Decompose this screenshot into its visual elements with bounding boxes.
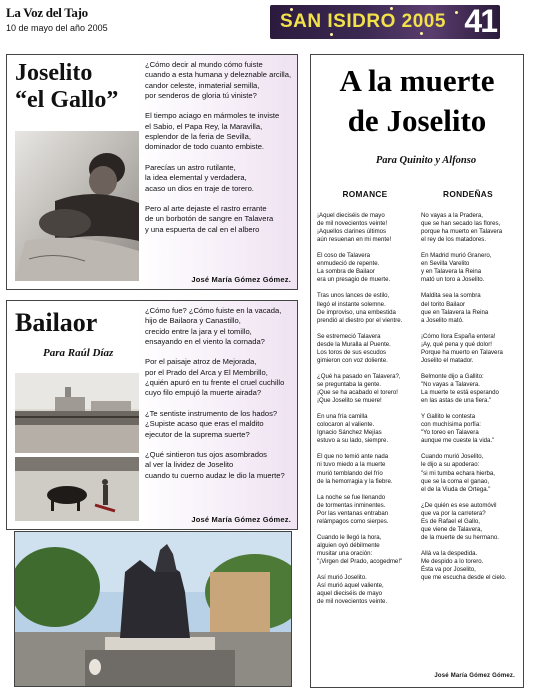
page-header [0, 0, 533, 42]
photo-joselito-portrait [15, 131, 139, 281]
sonnet-title-line: “el Gallo” [15, 87, 119, 113]
firework-spark [455, 11, 458, 14]
poem-title [311, 61, 523, 141]
sonnet-dedication: Para Raúl Díaz [43, 347, 114, 359]
sonnet-title: Bailaor [15, 308, 98, 337]
photo-monument [14, 531, 292, 687]
verse-column-romance: ¡Aquel dieciséis de mayo de mil novecientos veinte! ¡Aquellos clarines últimos aún resuenan en mi mente! El coso de Talavera enmudeció de repente. La sombra de Bailaor era un presagio de muerte. Tras unos lances de estilo, llegó el instante solemne. De improviso, una embestida prendió al diestro por el vientre. Se estremeció Talavera desde la Muralla al Puente. Los toros de sus escudos gimieron con voz doliente. ¿Qué ha pasado en Talavera?, se preguntaba la gente. ¡Que se ha acabado el torero! ¡Que Joselito se muere! En una fría camilla colocaron al valiente. Ignacio Sánchez Mejías estuvo a su lado, siempre. El que no temió ante nada ni tuvo miedo a la muerte murió temblando del frío de la hemorragia y la fiebre. La noche se fue llenando de tormentas inminentes. Por las ventanas entraban relámpagos como sierpes. Cuando le llegó la hora, alguien oyó débilmente musitar una oración: "¡Virgen del Prado, acogedme!" Así murió Joselito. Así murió aquel valiente, aquel dieciséis de mayo de mil novecientos veinte. [317, 212, 403, 606]
photo-bullfight [15, 457, 139, 521]
publication-name: La Voz del Tajo [6, 5, 88, 20]
author-signature: José María Gómez Gómez. [191, 515, 291, 524]
sonnet-title-line: Joselito [15, 60, 93, 86]
page-number: 41 [464, 5, 496, 39]
column-heading-romance: ROMANCE [342, 189, 388, 199]
sonnet-text: ¿Cómo decir al mundo cómo fuiste cuando a esta humana y deleznable arcilla, candor celeste, inmaterial semilla, por senderos de gloria tú viniste? El tiempo aciago en mármoles te inviste el Sabio, el Papa Rey, la Maravilla, esplendor de la feria de Sevilla, dominador de todo cuanto embiste. Parecías un astro rutilante, la idea elemental y verdadera, acaso un dios en traje de torero. Pero al arte dejaste el rastro errante de un borbotón de sangre en Talavera y una espuerta de cal en el albero [145, 60, 292, 234]
poem-box-muerte [310, 54, 524, 688]
firework-spark [390, 7, 393, 10]
sonnet-box-bailaor [6, 300, 298, 530]
author-signature: José María Gómez Gómez. [434, 673, 515, 679]
photo-bullring [15, 373, 139, 453]
issue-date: 10 de mayo del año 2005 [6, 23, 108, 33]
section-title: SAN ISIDRO 2005 [280, 11, 446, 32]
sonnet-title [15, 60, 118, 114]
section-banner [270, 5, 500, 39]
poem-title-line: A la muerte [339, 63, 495, 98]
column-heading-rondenas: RONDEÑAS [443, 189, 493, 199]
author-signature: José María Gómez Gómez. [191, 275, 291, 284]
firework-spark [330, 33, 333, 36]
verse-column-rondenas: No vayas a la Pradera, que se han secado las flores, porque ha muerto en Talavera el rey de los matadores. En Madrid murió Granero, en Sevilla Varelito y en Talavera la Reina mató un toro a Joselito. Maldita sea la sombra del torito Bailaor que en Talavera la Reina a Joselito mató. ¡Cómo llora España entera! ¡Ay, qué pena y qué dolor! Porque ha muerto en Talavera Joselito el matador. Belmonte dijo a Gallito: "No vayas a Talavera. La muerte te está esperando en las astas de una fiera." Y Gallito le contesta con muchísima porfía: "Yo toreo en Talavera aunque me cueste la vida." Cuando murió Joselito, le dijo a su apoderao: "si mi tumba echara hierba, que se la coma el ganao, el de la Viuda de Ortega." ¿De quién es ese automóvil que va por la carretera? Es de Rafael el Gallo, que viene de Talavera, de la muerte de su hermano. Allá va la despedida. Me despido a lo torero. Ésta va por Joselito, que me escucha desde el cielo. [421, 212, 507, 582]
sonnet-text: ¿Cómo fue? ¿Cómo fuiste en la vacada, hijo de Bailaora y Canastillo, crecido entre la jara y el tomillo, ensayando en el viento la cornada? Por el paisaje atroz de Mejorada, por el Prado del Arca y El Membrillo, ¿quién apuró en tu frente el cruel cuchillo cuyo filo empujó la muerte airada? ¿Te sentiste instrumento de los hados? ¿Supiste acaso que eras el maldito ejecutor de la suprema suerte? ¿Qué sintieron tus ojos asombrados al ver la lividez de Joselito cuando tu cuerno audaz le dio la muerte? [145, 306, 285, 480]
sonnet-box-joselito [6, 54, 298, 290]
poem-dedication: Para Quinito y Alfonso [375, 155, 477, 166]
poem-title-line: de Joselito [347, 103, 487, 138]
